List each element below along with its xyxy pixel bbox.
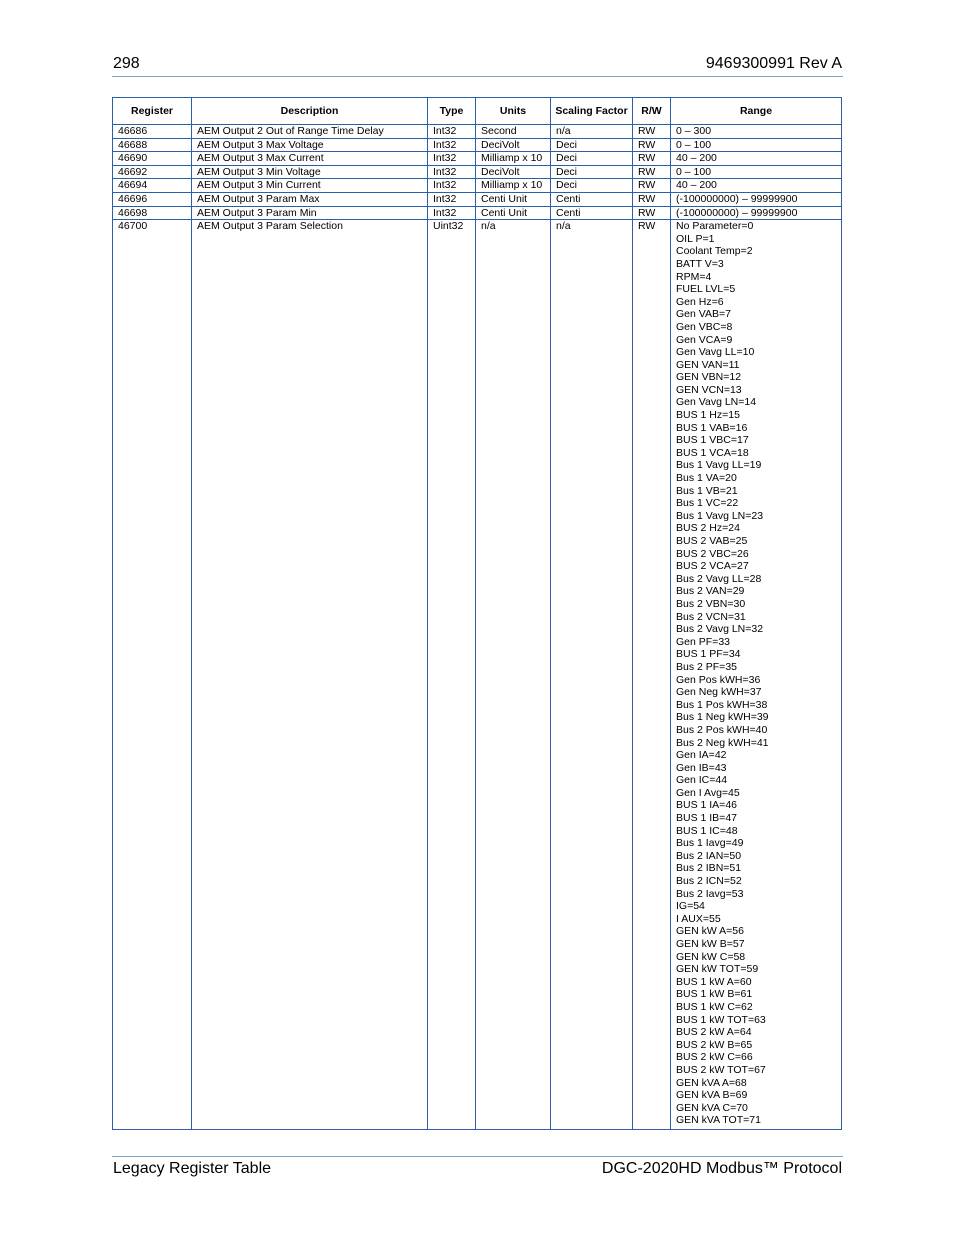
range-value: GEN kVA C=70 [676, 1101, 748, 1114]
document-number: 9469300991 Rev A [705, 55, 842, 72]
cell-type: Int32 [428, 125, 476, 139]
cell-rw: RW [633, 206, 671, 220]
range-value: (-100000000) – 99999900 [676, 206, 798, 219]
cell-register: 46688 [113, 138, 192, 152]
cell-rw: RW [633, 152, 671, 166]
range-value: Bus 2 IAN=50 [676, 849, 742, 862]
range-value: BUS 1 kW A=60 [676, 975, 752, 988]
cell-units: DeciVolt [476, 165, 551, 179]
cell-register: 46700 [113, 220, 192, 1130]
range-value: GEN kW A=56 [676, 925, 744, 938]
range-value: GEN kVA TOT=71 [676, 1114, 761, 1127]
cell-scaling-factor: Centi [551, 192, 633, 206]
cell-rw: RW [633, 165, 671, 179]
range-value: Bus 2 VAN=29 [676, 585, 745, 598]
range-value: No Parameter=0 [676, 220, 754, 233]
range-value: Bus 1 VC=22 [676, 497, 739, 510]
column-header-rw: R/W [633, 98, 671, 125]
footer-document-title: DGC-2020HD Modbus™ Protocol [601, 1160, 842, 1177]
cell-scaling-factor: n/a [551, 220, 633, 1130]
range-value: Gen IA=42 [676, 749, 727, 762]
header-rule [112, 76, 843, 77]
cell-type: Int32 [428, 192, 476, 206]
range-value: BUS 1 Hz=15 [676, 409, 740, 422]
cell-scaling-factor: Deci [551, 152, 633, 166]
cell-description: AEM Output 3 Param Selection [192, 220, 428, 1130]
cell-range [671, 152, 842, 166]
cell-range [671, 179, 842, 193]
cell-rw: RW [633, 220, 671, 1130]
cell-scaling-factor: Centi [551, 206, 633, 220]
range-value: Bus 2 VCN=31 [676, 610, 746, 623]
cell-register: 46694 [113, 179, 192, 193]
cell-units: n/a [476, 220, 551, 1130]
range-value: I AUX=55 [676, 912, 721, 925]
range-value: BUS 1 kW B=61 [676, 988, 753, 1001]
cell-register: 46690 [113, 152, 192, 166]
range-value: BUS 1 kW C=62 [676, 1000, 753, 1013]
range-value: BUS 2 VAB=25 [676, 535, 748, 547]
table-row [113, 179, 842, 193]
range-value: GEN kW B=57 [676, 938, 745, 950]
cell-range [671, 206, 842, 220]
range-value: BUS 2 VCA=27 [676, 560, 749, 573]
column-header-scaling-factor: Scaling Factor [551, 98, 633, 125]
range-value: Bus 2 Iavg=53 [676, 887, 744, 900]
range-value: Bus 2 Vavg LN=32 [676, 623, 764, 636]
cell-units: Second [476, 125, 551, 139]
range-value: Bus 2 Vavg LL=28 [676, 572, 762, 585]
range-value: Coolant Temp=2 [676, 245, 753, 258]
range-value: BUS 1 kW TOT=63 [676, 1013, 766, 1026]
range-value: Bus 2 Pos kWH=40 [676, 723, 768, 736]
cell-type: Int32 [428, 152, 476, 166]
register-table [112, 97, 842, 1130]
range-value: Bus 1 Vavg LL=19 [676, 459, 762, 472]
cell-rw: RW [633, 138, 671, 152]
range-value: 0 – 300 [676, 125, 712, 137]
range-value: GEN kVA A=68 [676, 1076, 747, 1089]
range-value: Gen VCA=9 [676, 333, 733, 346]
column-header-units: Units [476, 98, 551, 125]
range-value: Gen VAB=7 [676, 308, 731, 321]
cell-description: AEM Output 2 Out of Range Time Delay [192, 125, 428, 139]
table-body [113, 125, 842, 1130]
range-value: Bus 1 Iavg=49 [676, 837, 744, 850]
cell-scaling-factor: n/a [551, 125, 633, 139]
cell-scaling-factor: Deci [551, 165, 633, 179]
range-value: Bus 1 Neg kWH=39 [676, 711, 769, 724]
range-value: Bus 2 Neg kWH=41 [676, 736, 769, 749]
range-value: BUS 2 kW C=66 [676, 1051, 753, 1064]
range-value: 40 – 200 [676, 152, 717, 165]
range-value: Gen Neg kWH=37 [676, 686, 762, 699]
cell-scaling-factor: Deci [551, 179, 633, 193]
range-value: Gen Hz=6 [676, 295, 724, 308]
cell-register: 46698 [113, 206, 192, 220]
cell-units: Centi Unit [476, 206, 551, 220]
footer-section-title: Legacy Register Table [113, 1160, 272, 1177]
cell-type: Int32 [428, 179, 476, 193]
column-header-range: Range [671, 98, 842, 125]
range-value: Bus 1 VA=20 [676, 472, 737, 485]
cell-description: AEM Output 3 Min Voltage [192, 165, 428, 179]
cell-rw: RW [633, 192, 671, 206]
column-header-description: Description [192, 98, 428, 125]
cell-register: 46692 [113, 165, 192, 179]
range-value: BUS 1 IA=46 [676, 799, 737, 812]
range-value: GEN kW C=58 [676, 950, 746, 963]
cell-range [671, 192, 842, 206]
range-value: BUS 1 IC=48 [676, 824, 738, 837]
page-number: 298 [113, 55, 140, 72]
range-value: BUS 2 kW B=65 [676, 1038, 753, 1051]
range-value: OIL P=1 [676, 232, 715, 245]
table-row [113, 125, 842, 139]
range-value: Gen I Avg=45 [676, 786, 740, 799]
cell-description: AEM Output 3 Param Min [192, 206, 428, 220]
range-value: BUS 1 VAB=16 [676, 421, 748, 434]
cell-units: Milliamp x 10 [476, 152, 551, 166]
cell-range [671, 138, 842, 152]
cell-description: AEM Output 3 Max Voltage [192, 138, 428, 152]
range-value: 0 – 100 [676, 138, 712, 151]
range-value: Bus 2 PF=35 [676, 660, 737, 673]
range-value: Gen VBC=8 [676, 320, 733, 333]
table-row [113, 220, 842, 1130]
cell-range [671, 165, 842, 179]
range-value: (-100000000) – 99999900 [676, 192, 798, 205]
range-value: Bus 2 VBN=30 [676, 597, 746, 610]
range-value: Gen IC=44 [676, 774, 728, 787]
table-row [113, 152, 842, 166]
cell-type: Uint32 [428, 220, 476, 1130]
range-value: BUS 1 IB=47 [676, 812, 737, 825]
range-value: Bus 1 Vavg LN=23 [676, 509, 764, 522]
range-value: GEN VBN=12 [676, 371, 742, 384]
range-value: BUS 1 VBC=17 [676, 434, 749, 447]
cell-register: 46696 [113, 192, 192, 206]
cell-rw: RW [633, 179, 671, 193]
footer-rule [112, 1156, 843, 1157]
cell-rw: RW [633, 125, 671, 139]
cell-type: Int32 [428, 138, 476, 152]
cell-type: Int32 [428, 206, 476, 220]
range-value: Bus 1 VB=21 [676, 484, 738, 497]
range-value: BUS 2 Hz=24 [676, 522, 740, 535]
range-value: RPM=4 [676, 270, 712, 283]
range-value: Bus 1 Pos kWH=38 [676, 698, 768, 711]
range-value: Gen Vavg LN=14 [676, 396, 757, 409]
table-row [113, 192, 842, 206]
table-header-row [113, 98, 842, 125]
range-value: BUS 2 kW A=64 [676, 1026, 752, 1039]
table-row [113, 165, 842, 179]
range-value: BUS 2 VBC=26 [676, 547, 749, 560]
cell-scaling-factor: Deci [551, 138, 633, 152]
range-value: GEN kW TOT=59 [676, 963, 759, 976]
table-row [113, 206, 842, 220]
cell-type: Int32 [428, 165, 476, 179]
range-value: GEN VAN=11 [676, 358, 740, 371]
cell-range [671, 125, 842, 139]
range-value: BUS 1 PF=34 [676, 648, 741, 661]
range-value: 0 – 100 [676, 165, 712, 178]
cell-description: AEM Output 3 Max Current [192, 152, 428, 166]
cell-range [671, 220, 842, 1130]
cell-register: 46686 [113, 125, 192, 139]
range-value: BUS 1 VCA=18 [676, 446, 749, 459]
cell-units: Milliamp x 10 [476, 179, 551, 193]
column-header-type: Type [428, 98, 476, 125]
range-value: BUS 2 kW TOT=67 [676, 1063, 766, 1076]
table-row [113, 138, 842, 152]
range-value: GEN kVA B=69 [676, 1089, 748, 1102]
range-value: GEN VCN=13 [676, 383, 742, 396]
cell-description: AEM Output 3 Min Current [192, 179, 428, 193]
range-value: Gen PF=33 [676, 635, 730, 648]
cell-description: AEM Output 3 Param Max [192, 192, 428, 206]
range-value: IG=54 [676, 900, 705, 913]
range-value: FUEL LVL=5 [676, 283, 736, 296]
cell-units: DeciVolt [476, 138, 551, 152]
range-value: Bus 2 ICN=52 [676, 875, 742, 888]
cell-units: Centi Unit [476, 192, 551, 206]
range-value: BATT V=3 [676, 257, 724, 270]
range-value: Gen Vavg LL=10 [676, 346, 755, 359]
column-header-register: Register [113, 98, 192, 125]
range-value: 40 – 200 [676, 179, 717, 192]
range-value: Bus 2 IBN=51 [676, 862, 742, 875]
range-value: Gen Pos kWH=36 [676, 673, 761, 686]
range-value: Gen IB=43 [676, 761, 727, 774]
